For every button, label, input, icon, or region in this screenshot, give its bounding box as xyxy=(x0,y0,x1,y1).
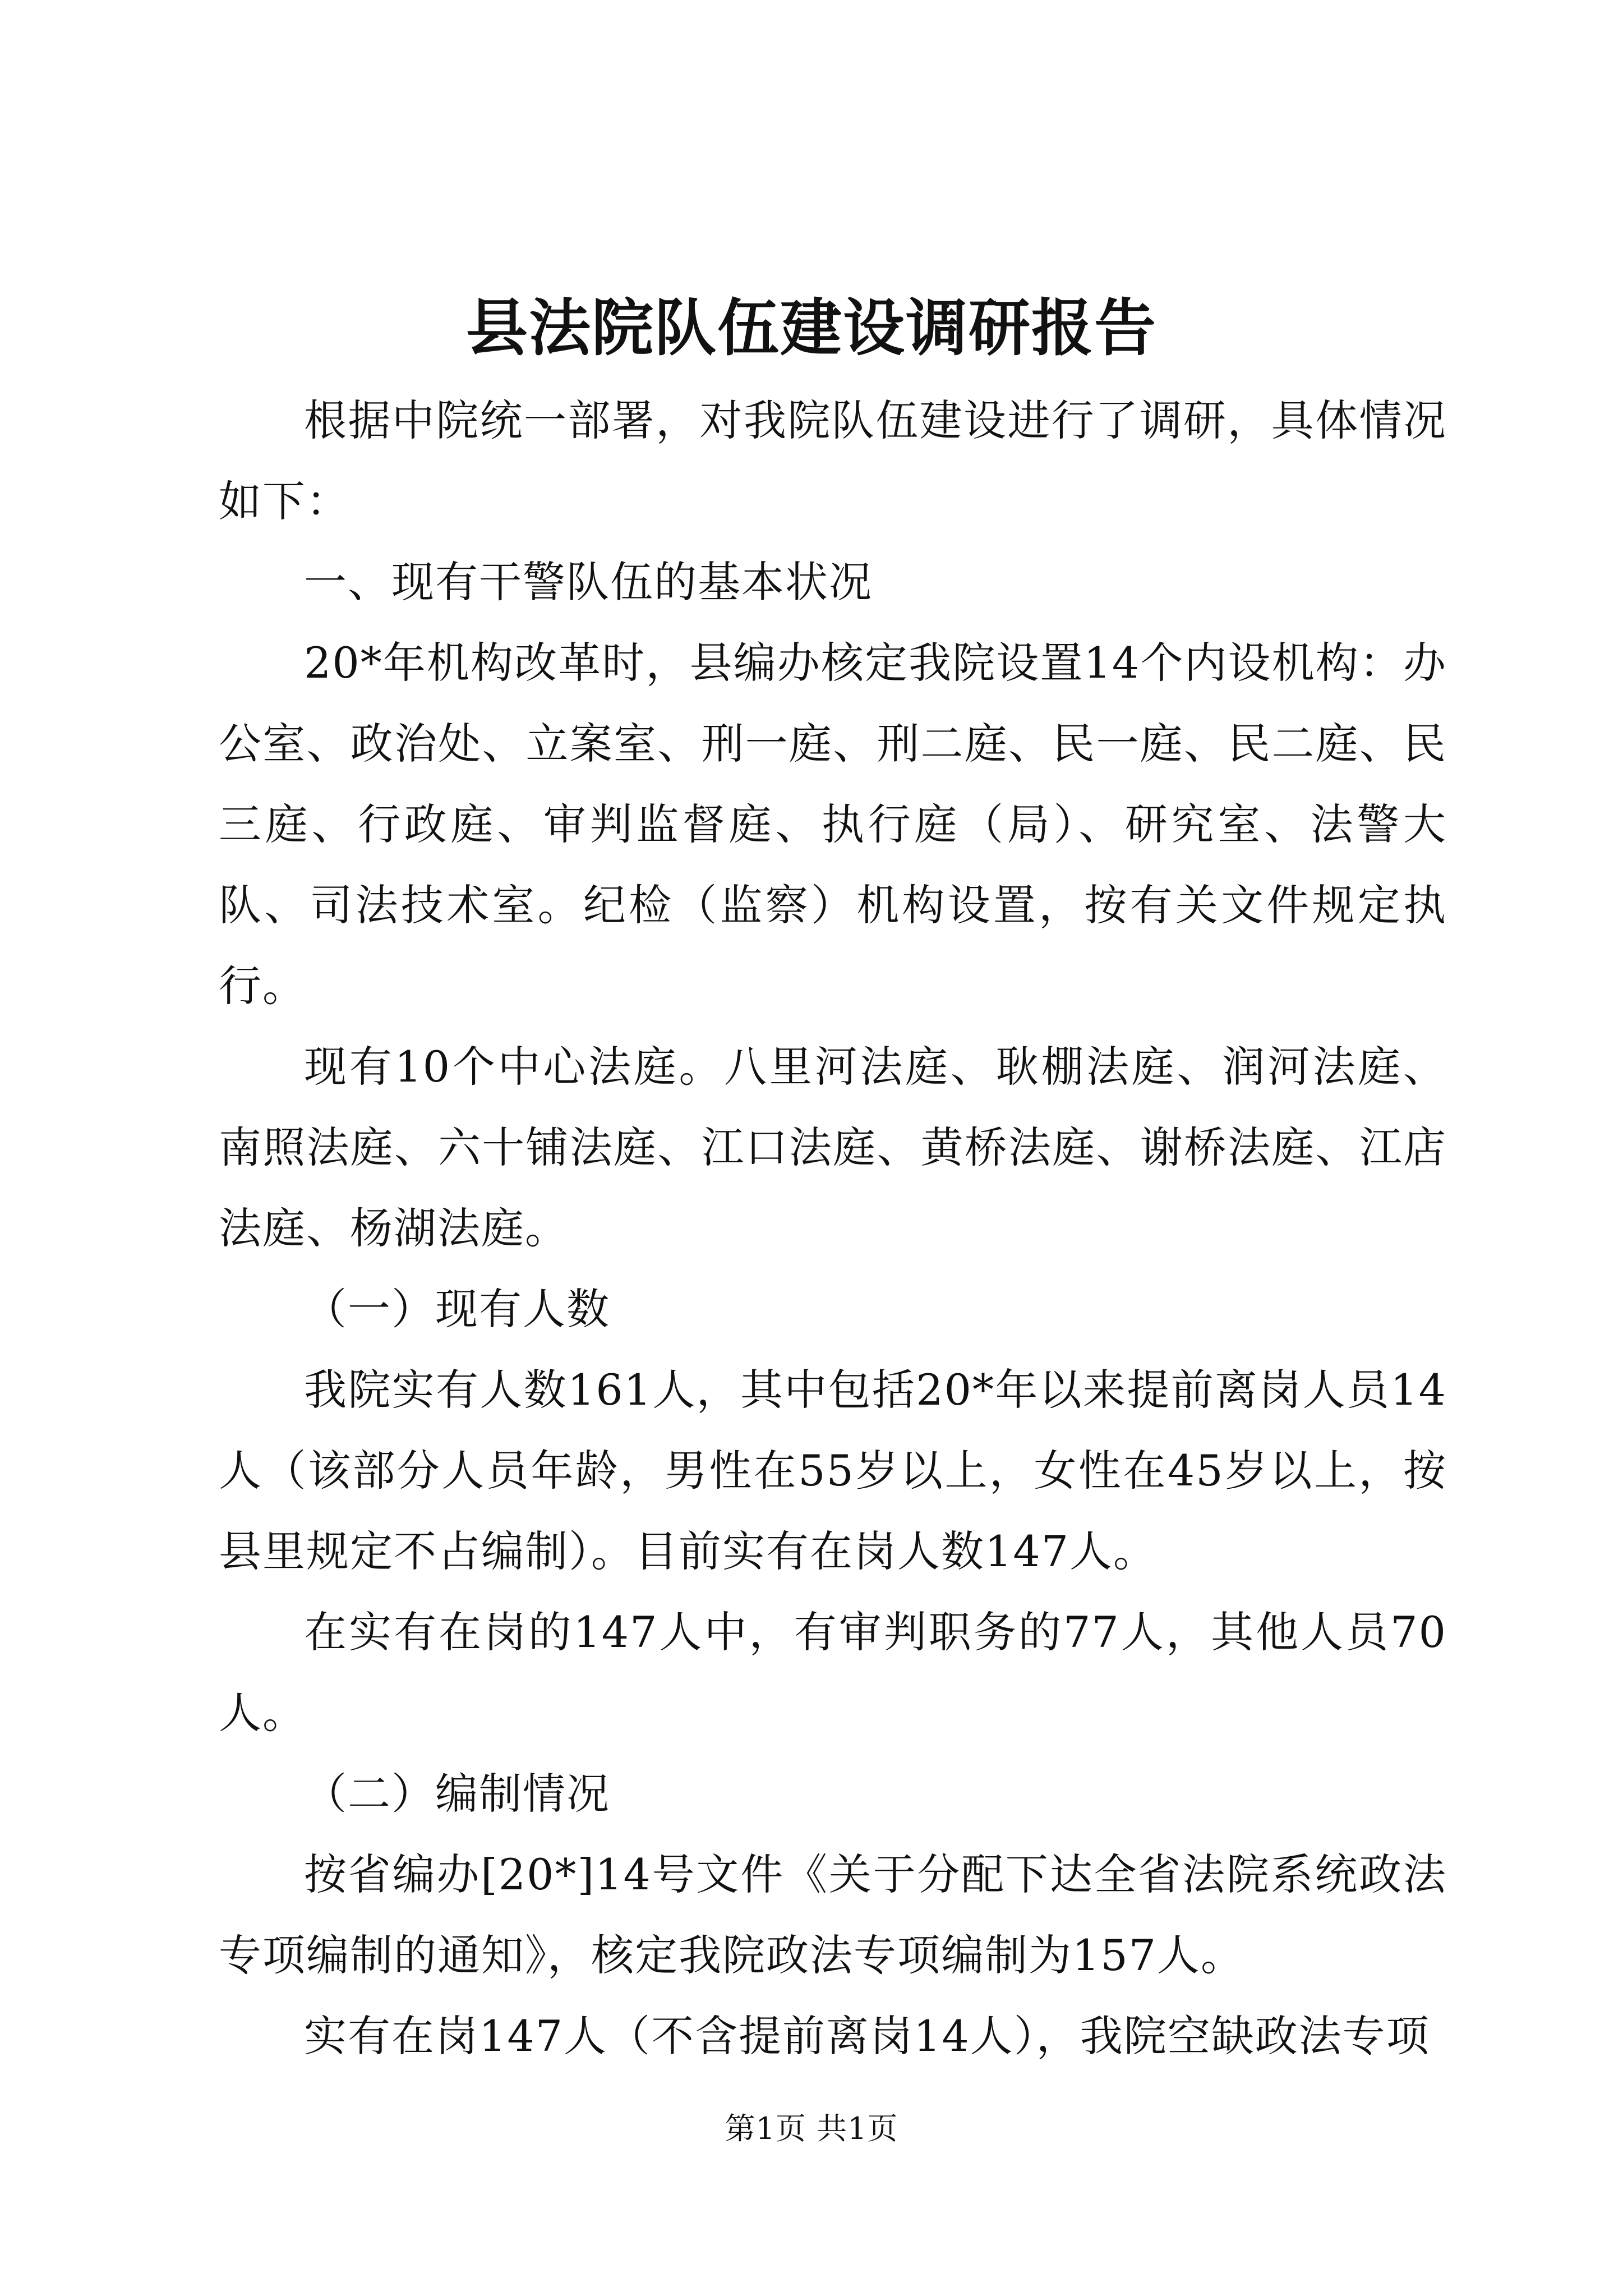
institutions-paragraph: 20*年机构改革时，县编办核定我院设置14个内设机构：办公室、政治处、立案室、刑一庭、刑二庭、民一庭、民二庭、民三庭、行政庭、审判监督庭、执行庭（局）、研究室、法警大队、司法技术室。纪检（监察）机构设置，按有关文件规定执行。 xyxy=(219,638,1447,1011)
staff-breakdown-paragraph: 在实有在岗的147人中，有审判职务的77人，其他人员70人。 xyxy=(219,1607,1447,1738)
document-title: 县法院队伍建设调研报告 xyxy=(466,292,1157,364)
establishment-paragraph: 按省编办[20*]14号文件《关于分配下达全省法院系统政法专项编制的通知》，核定我院政法专项编制为157人。 xyxy=(219,1849,1447,1980)
section-heading-1: 一、现有干警队伍的基本状况 xyxy=(304,557,873,607)
subsection-heading-1: （一）现有人数 xyxy=(304,1284,610,1334)
intro-paragraph: 根据中院统一部署，对我院队伍建设进行了调研，具体情况如下： xyxy=(219,395,1447,526)
tribunals-paragraph: 现有10个中心法庭。八里河法庭、耿棚法庭、润河法庭、南照法庭、六十铺法庭、江口法庭、黄桥法庭、谢桥法庭、江店法庭、杨湖法庭。 xyxy=(219,1042,1447,1253)
headcount-paragraph: 我院实有人数161人，其中包括20*年以来提前离岗人员14人（该部分人员年龄，男性在55岁以上，女性在45岁以上，按县里规定不占编制）。目前实有在岗人数147人。 xyxy=(219,1365,1447,1576)
vacancy-paragraph: 实有在岗147人（不含提前离岗14人），我院空缺政法专项 xyxy=(304,2011,1430,2061)
document-body xyxy=(219,380,1447,2077)
page-footer: 第1页 共1页 xyxy=(725,2111,898,2146)
subsection-heading-2: （二）编制情况 xyxy=(304,1769,610,1819)
